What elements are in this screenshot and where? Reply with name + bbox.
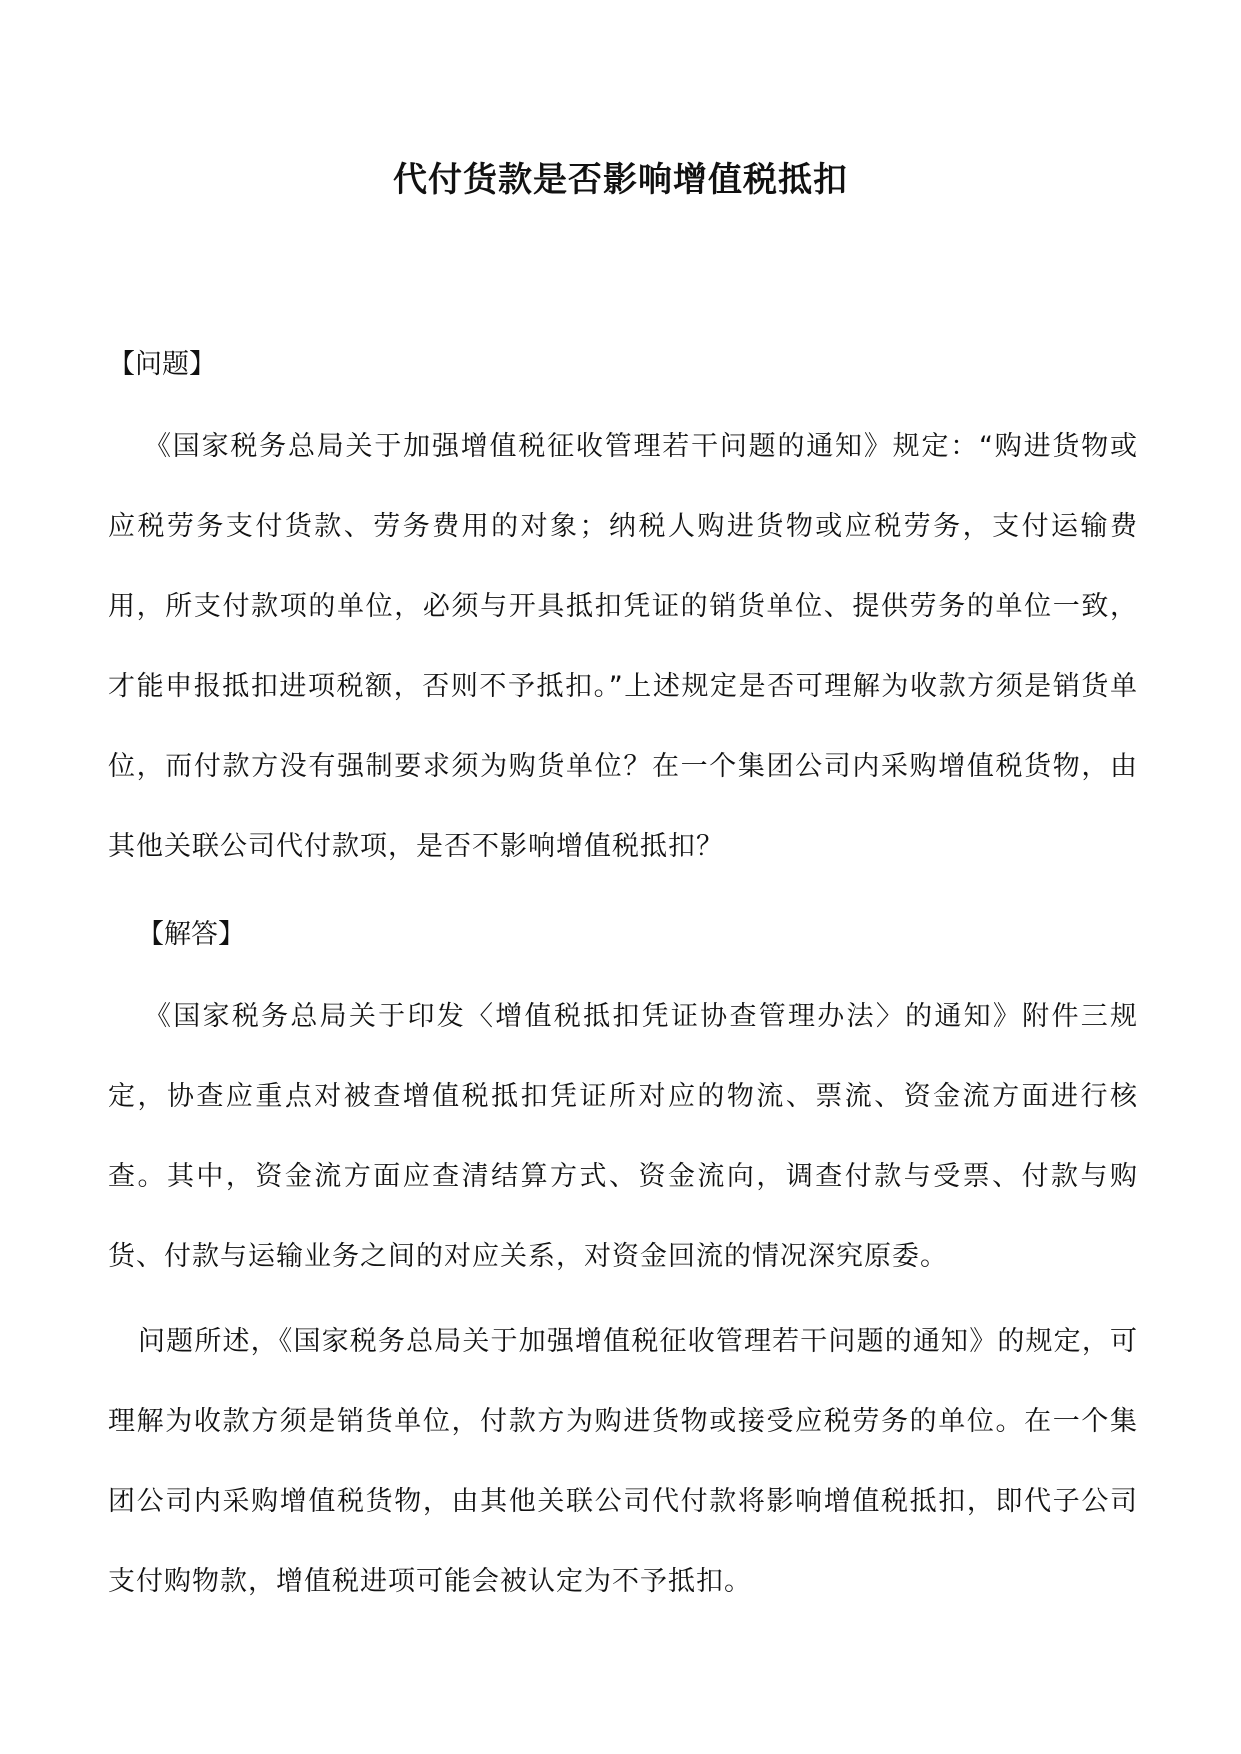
- document-title: 代付货款是否影响增值税抵扣: [393, 160, 848, 200]
- answer-paragraph-1: 《国家税务总局关于印发〈增值税抵扣凭证协查管理办法〉的通知》附件三规定，协查应重点对被查增值税抵扣凭证所对应的物流、票流、资金流方面进行核查。其中，资金流方面应查清结算方式、资金流向，调查付款与受票、付款与购货、付款与运输业务之间的对应关系，对资金回流的情况深究原委。: [108, 1001, 1138, 1272]
- answer-paragraph-2: 问题所述，《国家税务总局关于加强增值税征收管理若干问题的通知》的规定，可理解为收款方须是销货单位，付款方为购进货物或接受应税劳务的单位。在一个集团公司内采购增值税货物，由其他关联公司代付款将影响增值税抵扣，即代子公司支付购物款，增值税进项可能会被认定为不予抵扣。: [108, 1326, 1138, 1597]
- question-heading: 【问题】: [108, 349, 216, 380]
- question-paragraph: 《国家税务总局关于加强增值税征收管理若干问题的通知》规定：“购进货物或应税劳务支付货款、劳务费用的对象；纳税人购进货物或应税劳务，支付运输费用，所支付款项的单位，必须与开具抵扣凭证的销货单位、提供劳务的单位一致，才能申报抵扣进项税额，否则不予抵扣。”上述规定是否可理解为收款方须是销货单位，而付款方没有强制要求须为购货单位？在一个集团公司内采购增值税货物，由其他关联公司代付款项，是否不影响增值税抵扣？: [108, 431, 1138, 862]
- answer-heading: 【解答】: [137, 919, 245, 950]
